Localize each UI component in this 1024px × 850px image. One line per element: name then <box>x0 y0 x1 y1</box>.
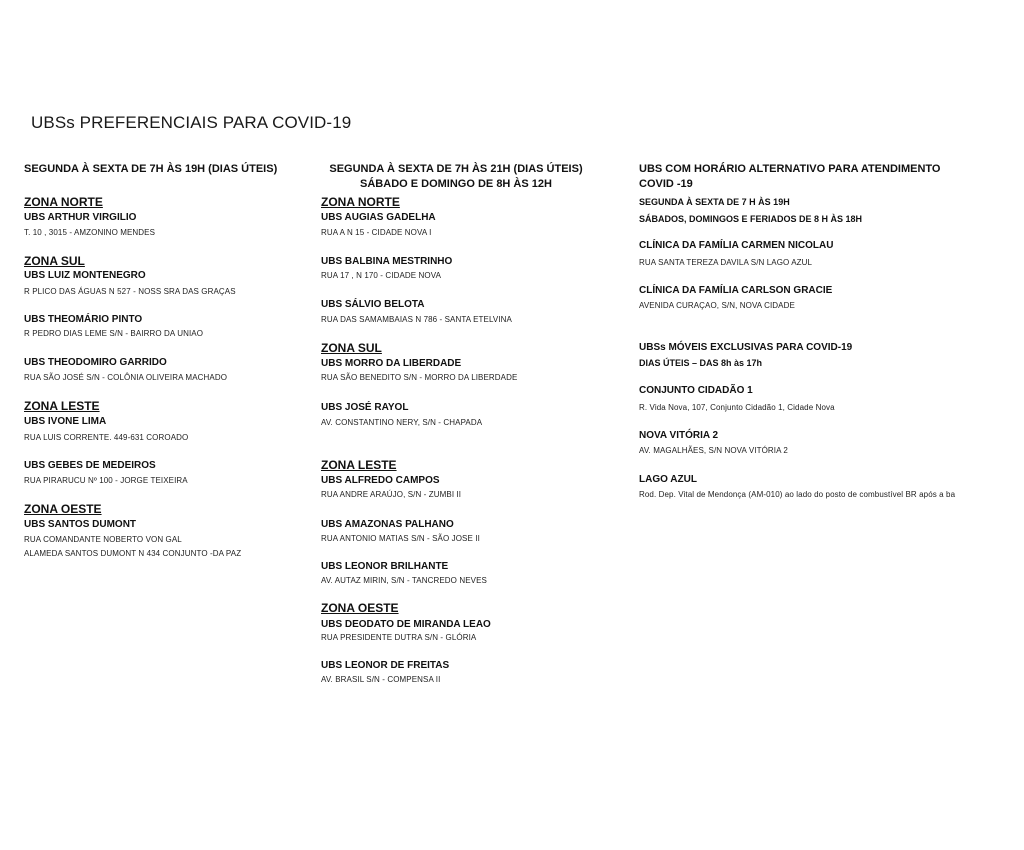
column-header-line: UBS COM HORÁRIO ALTERNATIVO PARA ATENDIMENTO <box>639 163 941 175</box>
unit-address: RUA LUIS CORRENTE. 449-631 COROADO <box>24 433 189 442</box>
column-header <box>639 162 940 192</box>
unit-address: AV. BRASIL S/N - COMPENSA II <box>321 675 441 684</box>
unit-address: AV. CONSTANTINO NERY, S/N - CHAPADA <box>321 418 483 427</box>
unit-name: UBS BALBINA MESTRINHO <box>321 256 453 267</box>
column-header-line: SÁBADO E DOMINGO DE 8H ÀS 12H <box>360 178 552 190</box>
unit-name: UBS LUIZ MONTENEGRO <box>24 270 146 281</box>
unit-address: T. 10 , 3015 - AMZONINO MENDES <box>24 228 156 237</box>
unit-name: UBS ALFREDO CAMPOS <box>321 475 440 486</box>
unit-name: UBS GEBES DE MEDEIROS <box>24 460 156 471</box>
zone-oeste-heading: ZONA OESTE <box>321 601 399 615</box>
unit-address: R PEDRO DIAS LEME S/N - BAIRRO DA UNIAO <box>24 329 204 338</box>
unit-address: AVENIDA CURAÇAO, S/N, NOVA CIDADE <box>639 301 795 310</box>
unit-address: RUA PIRARUCU Nº 100 - JORGE TEIXEIRA <box>24 476 188 485</box>
schedule-line: SEGUNDA À SEXTA DE 7 H ÀS 19H <box>639 197 790 207</box>
unit-address: RUA 17 , N 170 - CIDADE NOVA <box>321 271 442 280</box>
schedule-line: SÁBADOS, DOMINGOS E FERIADOS DE 8 H ÀS 18H <box>639 214 863 224</box>
unit-address: RUA SANTA TEREZA DAVILA S/N LAGO AZUL <box>639 258 813 267</box>
unit-name: UBS IVONE LIMA <box>24 416 107 427</box>
zone-leste-heading: ZONA LESTE <box>321 458 397 472</box>
unit-name: UBS SANTOS DUMONT <box>24 519 137 530</box>
page-title: UBSs PREFERENCIAIS PARA COVID-19 <box>31 113 352 132</box>
unit-name: UBS SÁLVIO BELOTA <box>321 299 425 310</box>
unit-name: UBS LEONOR DE FREITAS <box>321 660 450 671</box>
unit-name: LAGO AZUL <box>639 474 697 485</box>
unit-address: RUA PRESIDENTE DUTRA S/N - GLÓRIA <box>321 633 477 642</box>
unit-name: CONJUNTO CIDADÃO 1 <box>639 385 753 396</box>
unit-name: UBS LEONOR BRILHANTE <box>321 561 449 572</box>
unit-name: UBS ARTHUR VIRGILIO <box>24 212 137 223</box>
zone-sul-heading: ZONA SUL <box>321 341 382 355</box>
unit-address: Rod. Dep. Vital de Mendonça (AM-010) ao lado do posto de combustível BR após a ba <box>639 490 956 499</box>
unit-address: RUA COMANDANTE NOBERTO VON GAL <box>24 535 182 544</box>
unit-name: UBS THEODOMIRO GARRIDO <box>24 357 167 368</box>
unit-name: UBS MORRO DA LIBERDADE <box>321 358 462 369</box>
unit-address: R PLICO DAS ÁGUAS N 527 - NOSS SRA DAS GRAÇAS <box>24 287 236 296</box>
zone-oeste-heading: ZONA OESTE <box>24 502 102 516</box>
unit-address: ALAMEDA SANTOS DUMONT N 434 CONJUNTO -DA PAZ <box>24 549 242 558</box>
unit-name: UBS DEODATO DE MIRANDA LEAO <box>321 619 491 630</box>
schedule-text <box>639 194 862 228</box>
unit-name: UBS JOSÉ RAYOL <box>321 402 409 413</box>
mobile-units-header: UBSs MÓVEIS EXCLUSIVAS PARA COVID-19 <box>639 342 853 353</box>
zone-norte-heading: ZONA NORTE <box>321 195 400 209</box>
column-header: SEGUNDA À SEXTA DE 7H ÀS 19H (DIAS ÚTEIS) <box>24 163 278 175</box>
unit-address: AV. MAGALHÃES, S/N NOVA VITÓRIA 2 <box>639 446 788 455</box>
unit-address: AV. AUTAZ MIRIN, S/N - TANCREDO NEVES <box>321 576 487 585</box>
unit-name: UBS THEOMÁRIO PINTO <box>24 314 143 325</box>
unit-address: RUA DAS SAMAMBAIAS N 786 - SANTA ETELVINA <box>321 315 512 324</box>
unit-address: RUA ANTONIO MATIAS S/N - SÃO JOSE II <box>321 534 480 543</box>
unit-address: RUA A N 15 - CIDADE NOVA I <box>321 228 432 237</box>
unit-address: R. Vida Nova, 107, Conjunto Cidadão 1, Cidade Nova <box>639 403 835 412</box>
zone-norte-heading: ZONA NORTE <box>24 195 103 209</box>
column-header <box>321 162 591 192</box>
zone-leste-heading: ZONA LESTE <box>24 399 100 413</box>
unit-name: UBS AUGIAS GADELHA <box>321 212 436 223</box>
unit-address: RUA ANDRE ARAÚJO, S/N - ZUMBI II <box>321 490 462 499</box>
unit-name: CLÍNICA DA FAMÍLIA CARLSON GRACIE <box>639 285 833 296</box>
zone-sul-heading: ZONA SUL <box>24 254 85 268</box>
unit-name: NOVA VITÓRIA 2 <box>639 430 719 441</box>
column-header-line: COVID -19 <box>639 178 693 190</box>
unit-address: RUA SÃO BENEDITO S/N - MORRO DA LIBERDADE <box>321 373 518 382</box>
unit-name: CLÍNICA DA FAMÍLIA CARMEN NICOLAU <box>639 240 834 251</box>
column-header-line: SEGUNDA À SEXTA DE 7H ÀS 21H (DIAS ÚTEIS) <box>329 163 583 175</box>
unit-name: UBS AMAZONAS PALHANO <box>321 519 454 530</box>
unit-address: RUA SÃO JOSÉ S/N - COLÔNIA OLIVEIRA MACHADO <box>24 373 228 382</box>
schedule-text: DIAS ÚTEIS – DAS 8h às 17h <box>639 358 763 368</box>
